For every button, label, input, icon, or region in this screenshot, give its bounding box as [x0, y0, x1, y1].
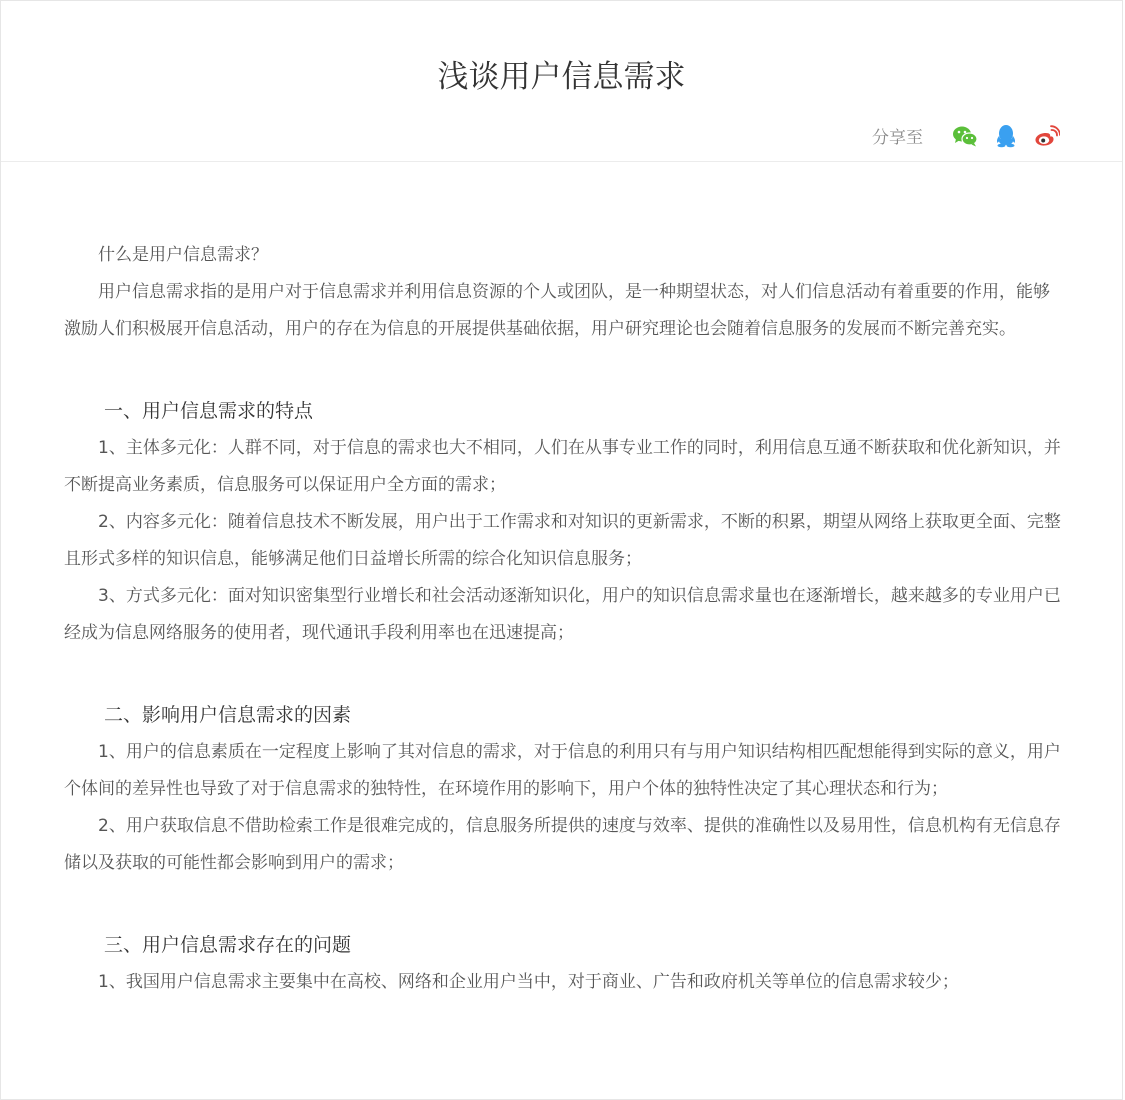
section-heading-problems: 三、用户信息需求存在的问题	[104, 934, 352, 956]
paragraph-item: 2、用户获取信息不借助检索工作是很难完成的，信息服务所提供的速度与效率、提供的准确性以及易用性，信息机构有无信息存储以及获取的可能性都会影响到用户的需求；	[64, 816, 1061, 873]
paragraph-item: 3、方式多元化：面对知识密集型行业增长和社会活动逐渐知识化，用户的知识信息需求量也在逐渐增长，越来越多的专业用户已经成为信息网络服务的使用者，现代通讯手段利用率也在迅速提高；	[64, 586, 1061, 643]
paragraph-item: 1、主体多元化：人群不同，对于信息的需求也大不相同，人们在从事专业工作的同时，利用信息互通不断获取和优化新知识，并不断提高业务素质，信息服务可以保证用户全方面的需求；	[64, 438, 1061, 495]
qq-icon[interactable]	[993, 124, 1019, 148]
intro-question: 什么是用户信息需求？	[98, 245, 268, 265]
section-heading-factors: 二、影响用户信息需求的因素	[104, 704, 352, 726]
paragraph-item: 1、用户的信息素质在一定程度上影响了其对信息的需求，对于信息的利用只有与用户知识结构相匹配想能得到实际的意义，用户个体间的差异性也导致了对于信息需求的独特性，在环境作用的影响下，用户个体的独特性决定了其心理状态和行为；	[64, 742, 1061, 799]
article-body	[64, 237, 1064, 1001]
section-spacer	[64, 652, 1064, 697]
paragraph-item: 2、内容多元化：随着信息技术不断发展，用户出于工作需求和对知识的更新需求，不断的积累，期望从网络上获取更全面、完整且形式多样的知识信息，能够满足他们日益增长所需的综合化知识信息服务；	[64, 512, 1061, 569]
paragraph-item: 1、我国用户信息需求主要集中在高校、网络和企业用户当中，对于商业、广告和政府机关等单位的信息需求较少；	[98, 972, 959, 992]
intro-paragraph: 用户信息需求指的是用户对于信息需求并利用信息资源的个人或团队，是一种期望状态，对人们信息活动有着重要的作用，能够激励人们积极展开信息活动，用户的存在为信息的开展提供基础依据，用户研究理论也会随着信息服务的发展而不断完善充实。	[64, 282, 1050, 339]
article-title: 浅谈用户信息需求	[437, 59, 686, 95]
article-header	[1, 1, 1122, 162]
share-bar	[872, 123, 1060, 148]
weibo-icon[interactable]	[1034, 124, 1060, 148]
section-spacer	[64, 882, 1064, 927]
section-heading-characteristics: 一、用户信息需求的特点	[104, 400, 314, 422]
section-spacer	[64, 348, 1064, 393]
wechat-icon[interactable]	[952, 124, 978, 148]
share-label: 分享至	[872, 128, 923, 148]
